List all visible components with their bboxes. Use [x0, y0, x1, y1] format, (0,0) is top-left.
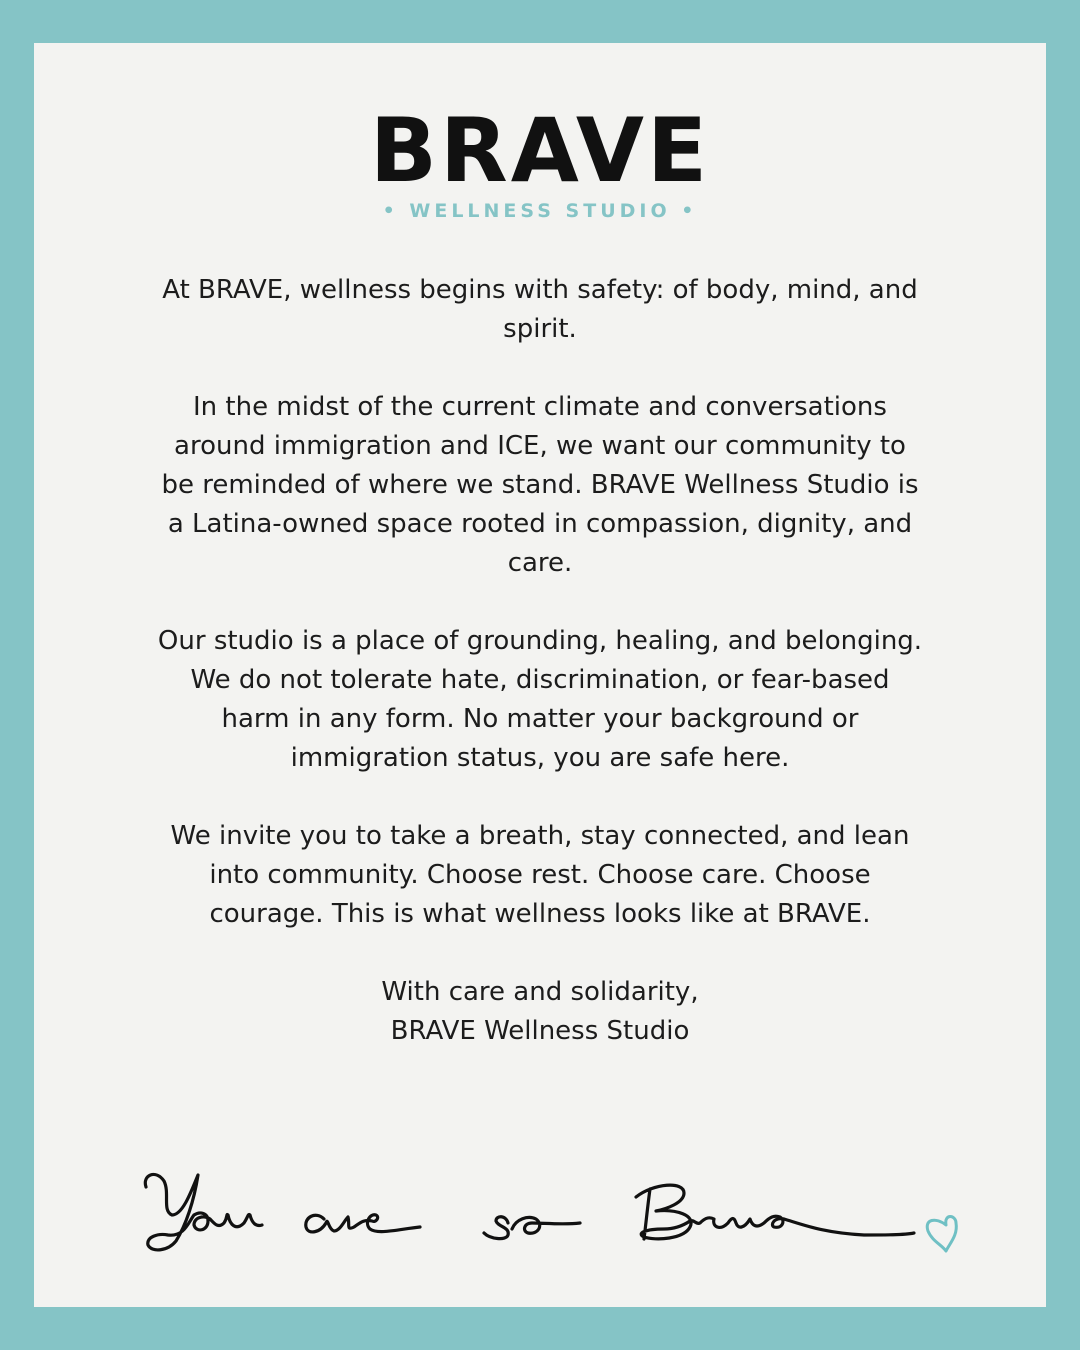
heart-icon: [927, 1217, 956, 1252]
paragraph-invite: We invite you to take a breath, stay connected, and lean into community. Choose rest. Choose care. Choose courage. This is what wellness looks like at BRAVE.: [170, 821, 910, 929]
brand-subtitle: • WELLNESS STUDIO •: [382, 200, 698, 222]
handwritten-signature: [124, 1153, 964, 1263]
signoff-text: With care and solidarity,: [381, 977, 699, 1007]
letter-body: [154, 271, 926, 1051]
letter-card: [34, 43, 1046, 1307]
paragraph-studio: Our studio is a place of grounding, healing, and belonging. We do not tolerate hate, discrimination, or fear-based harm in any form. No matter your background or immigration status, you are safe here.: [157, 626, 923, 773]
paragraph-immigration: In the midst of the current climate and conversations around immigration and ICE, we want our community to be reminded of where we stand. BRAVE Wellness Studio is a Latina-owned space rooted in compassion, dignity, and care.: [161, 392, 919, 578]
brand-logo: BRAVE: [369, 99, 711, 202]
signoff-name: BRAVE Wellness Studio: [390, 1016, 690, 1046]
paragraph-safety: At BRAVE, wellness begins with safety: of body, mind, and spirit.: [162, 275, 918, 344]
closing: [154, 973, 926, 1051]
